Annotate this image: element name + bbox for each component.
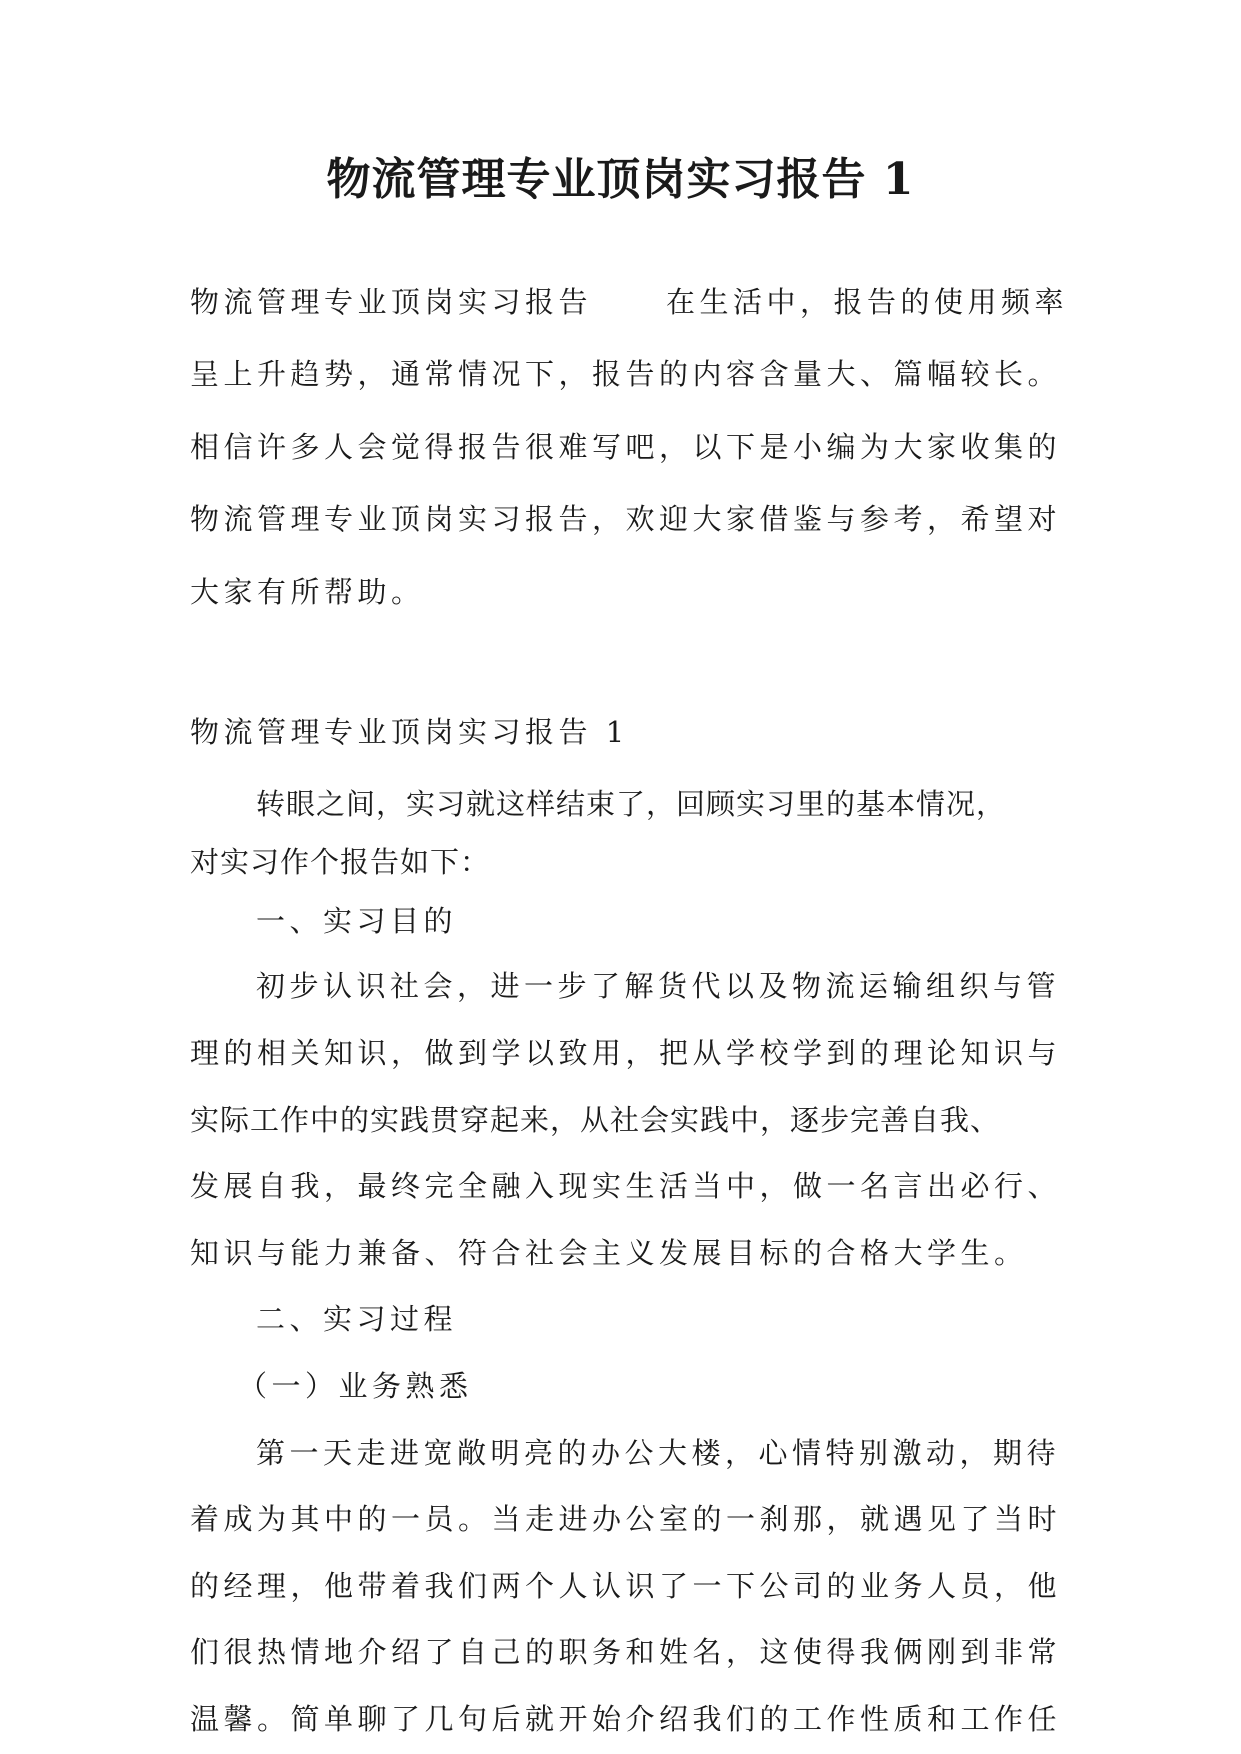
paragraph-3-line-3: 的经理，他带着我们两个人认识了一下公司的业务人员，他 bbox=[190, 1569, 1062, 1603]
paragraph-2-line-2: 理的相关知识，做到学以致用，把从学校学到的理论知识与 bbox=[190, 1036, 1062, 1070]
intro-line-2: 呈上升趋势，通常情况下，报告的内容含量大、篇幅较长。 bbox=[190, 357, 1062, 391]
document-title: 物流管理专业顶岗实习报告 1 bbox=[326, 154, 915, 205]
intro-line-1-start: 物流管理专业顶岗实习报告 bbox=[190, 285, 593, 319]
paragraph-3-line-5: 温馨。简单聊了几句后就开始介绍我们的工作性质和工作任 bbox=[190, 1702, 1062, 1736]
paragraph-1-line-1: 转眼之间，实习就这样结束了，回顾实习里的基本情况， bbox=[256, 787, 1007, 821]
paragraph-3-line-2: 着成为其中的一员。当走进办公室的一刹那，就遇见了当时 bbox=[190, 1502, 1062, 1536]
paragraph-2-line-3: 实际工作中的实践贯穿起来，从社会实践中，逐步完善自我、 bbox=[190, 1103, 1001, 1137]
intro-line-4: 物流管理专业顶岗实习报告，欢迎大家借鉴与参考，希望对 bbox=[190, 502, 1062, 536]
paragraph-1-line-2: 对实习作个报告如下： bbox=[190, 845, 491, 879]
subheading-business: （一）业务熟悉 bbox=[238, 1369, 473, 1403]
paragraph-2-line-4: 发展自我，最终完全融入现实生活当中，做一名言出必行、 bbox=[190, 1169, 1062, 1203]
intro-line-3: 相信许多人会觉得报告很难写吧，以下是小编为大家收集的 bbox=[190, 430, 1062, 464]
heading-process: 二、实习过程 bbox=[256, 1302, 458, 1336]
intro-line-1-end: 在生活中，报告的使用频率 bbox=[666, 285, 1069, 319]
paragraph-2-line-1: 初步认识社会，进一步了解货代以及物流运输组织与管 bbox=[256, 969, 1061, 1003]
intro-line-1 bbox=[190, 277, 1068, 327]
paragraph-3-line-4: 们很热情地介绍了自己的职务和姓名，这使得我俩刚到非常 bbox=[190, 1635, 1062, 1669]
intro-line-5: 大家有所帮助。 bbox=[190, 575, 425, 609]
paragraph-2-line-5: 知识与能力兼备、符合社会主义发展目标的合格大学生。 bbox=[190, 1236, 1028, 1270]
heading-purpose: 一、实习目的 bbox=[256, 904, 458, 938]
paragraph-3-line-1: 第一天走进宽敞明亮的办公大楼，心情特别激动，期待 bbox=[256, 1436, 1061, 1470]
section-heading: 物流管理专业顶岗实习报告 1 bbox=[190, 715, 629, 749]
